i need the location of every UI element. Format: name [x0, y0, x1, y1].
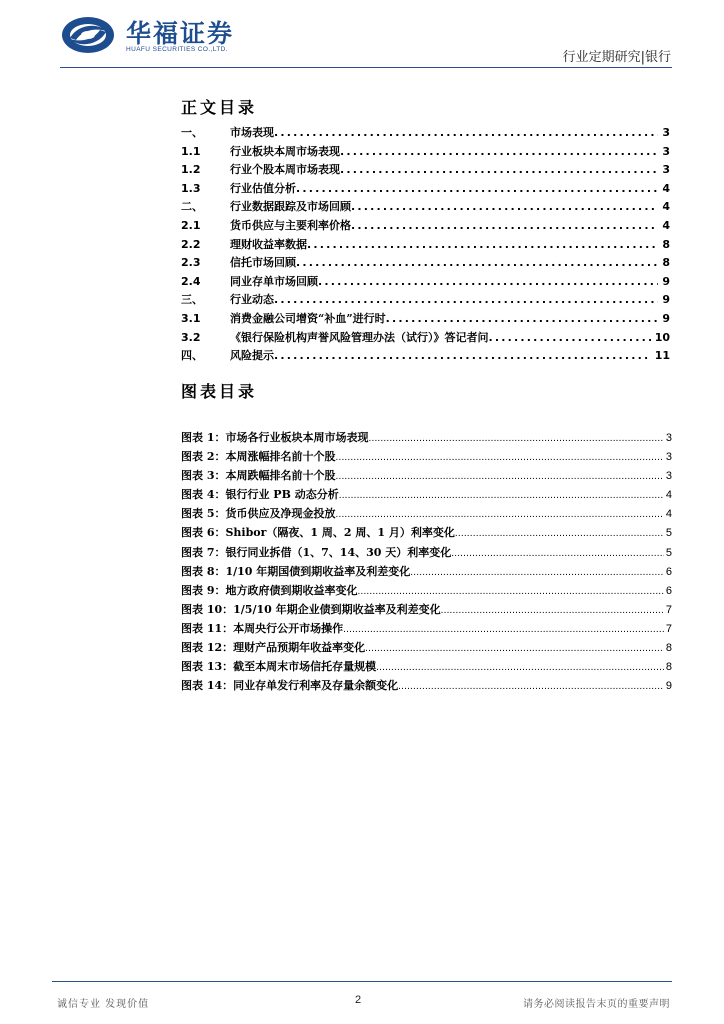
- figure-entry-title: 图表 12：理财产品预期年收益率变化: [181, 641, 366, 655]
- toc-entry[interactable]: [181, 143, 670, 162]
- figure-leader-dots: [365, 639, 664, 658]
- figure-entry-title: 图表 13：截至本周末市场信托存量规模: [181, 660, 377, 674]
- brand-name-en: HUAFU SECURITIES CO.,LTD.: [126, 46, 228, 53]
- figure-entry[interactable]: [181, 485, 672, 504]
- figure-entry-title: 图表 7：银行同业拆借（1、7、14、30 天）利率变化: [181, 545, 452, 559]
- toc-entry-page: 9: [662, 311, 670, 325]
- figure-entry-page: 4: [665, 508, 672, 521]
- toc-entry[interactable]: [181, 273, 670, 292]
- figure-entry[interactable]: [181, 447, 672, 466]
- toc-entry-title: 风险提示: [230, 349, 274, 363]
- toc-leader-dots: [386, 310, 659, 329]
- figure-entry-page: 9: [665, 680, 672, 693]
- figure-entry-title: 图表 6：Shibor（隔夜、1 周、2 周、1 月）利率变化: [181, 526, 455, 540]
- toc-entry-number: 2.3: [181, 256, 201, 270]
- toc-entry[interactable]: [181, 254, 670, 273]
- figure-leader-dots: [451, 544, 664, 563]
- figure-entry-page: 3: [665, 470, 672, 483]
- figure-entry[interactable]: [181, 676, 672, 695]
- toc-entry-title: 行业动态: [230, 293, 274, 307]
- figure-entry[interactable]: [181, 466, 672, 485]
- figure-leader-dots: [455, 524, 664, 543]
- toc-entry-title: 同业存单市场回顾: [230, 274, 318, 288]
- toc-entry-page: 8: [662, 256, 670, 270]
- figure-entry-page: 3: [665, 451, 672, 464]
- figure-leader-dots: [335, 467, 663, 486]
- toc-leader-dots: [274, 124, 658, 143]
- figure-entry-title: 图表 5：货币供应及净现金投放: [181, 507, 336, 521]
- toc-entry-page: 9: [662, 293, 670, 307]
- figure-entry-page: 4: [665, 489, 672, 502]
- figure-entry-page: 3: [665, 432, 672, 444]
- toc-entry-title: 行业数据跟踪及市场回顾: [230, 200, 351, 214]
- toc-leader-dots: [351, 217, 658, 236]
- toc-entry[interactable]: [181, 180, 670, 199]
- figure-entry[interactable]: [181, 428, 672, 447]
- figure-leader-dots: [398, 677, 664, 696]
- toc-entry-number: 2.1: [181, 218, 201, 232]
- toc-leader-dots: [351, 198, 658, 217]
- figure-leader-dots: [357, 582, 663, 601]
- toc-leader-dots: [340, 161, 658, 180]
- figure-entry-page: 8: [665, 642, 672, 655]
- figure-entry-title: 图表 2：本周涨幅排名前十个股: [181, 450, 336, 464]
- footer-slogan: 诚信专业 发现价值: [57, 999, 150, 1010]
- toc-entry-number: 一、: [181, 126, 203, 139]
- figure-entry[interactable]: [181, 523, 672, 542]
- toc-entry-title: 信托市场回顾: [230, 256, 296, 270]
- toc-entry-page: 4: [662, 200, 670, 214]
- toc-entry-page: 3: [662, 126, 670, 139]
- footer-divider: [52, 981, 672, 982]
- figure-entry[interactable]: [181, 504, 672, 523]
- toc-list: [181, 124, 670, 366]
- toc-entry[interactable]: [181, 310, 670, 329]
- toc-entry[interactable]: [181, 329, 670, 348]
- toc-entry-number: 1.3: [181, 181, 201, 195]
- toc-entry[interactable]: [181, 198, 670, 217]
- toc-entry-page: 4: [662, 218, 670, 232]
- figure-list-heading: 图表目录: [181, 382, 258, 401]
- figure-entry-title: 图表 3：本周跌幅排名前十个股: [181, 469, 336, 483]
- toc-leader-dots: [274, 347, 651, 366]
- brand-name-cn: 华福证券: [126, 19, 235, 48]
- toc-entry-number: 1.2: [181, 163, 201, 177]
- figure-entry-title: 图表 9：地方政府债到期收益率变化: [181, 583, 358, 597]
- toc-leader-dots: [296, 180, 658, 199]
- toc-entry[interactable]: [181, 161, 670, 180]
- company-logo: [60, 14, 250, 58]
- toc-entry-number: 四、: [181, 349, 203, 363]
- figure-entry-title: 图表 8：1/10 年期国债到期收益率及利差变化: [181, 564, 411, 578]
- page-header: [0, 0, 724, 70]
- toc-entry-title: 市场表现: [230, 126, 274, 139]
- figure-entry-page: 6: [665, 584, 672, 597]
- logo-swirl-icon: [60, 14, 116, 56]
- toc-entry-title: 《银行保险机构声誉风险管理办法（试行）》答记者问: [230, 330, 489, 344]
- toc-leader-dots: [489, 329, 651, 348]
- figure-entry-title: 图表 4：银行行业 PB 动态分析: [181, 488, 339, 502]
- figure-leader-dots: [335, 505, 663, 524]
- toc-entry[interactable]: [181, 236, 670, 255]
- figure-entry[interactable]: [181, 600, 672, 619]
- figure-leader-dots: [335, 448, 663, 467]
- figure-leader-dots: [441, 601, 664, 620]
- toc-entry-number: 2.4: [181, 274, 201, 288]
- toc-entry[interactable]: [181, 347, 670, 366]
- figure-entry-title: 图表 11：本周央行公开市场操作: [181, 621, 344, 635]
- toc-entry-number: 1.1: [181, 144, 201, 158]
- toc-entry-number: 2.2: [181, 237, 201, 251]
- toc-entry-page: 4: [662, 181, 670, 195]
- header-divider: [60, 67, 672, 68]
- figure-entry-page: 6: [665, 565, 672, 578]
- figure-entry[interactable]: [181, 638, 672, 657]
- toc-entry-title: 货币供应与主要利率价格: [230, 218, 351, 232]
- toc-entry-number: 二、: [181, 200, 203, 214]
- toc-entry-page: 8: [662, 237, 670, 251]
- toc-entry-number: 3.1: [181, 311, 201, 325]
- figure-leader-dots: [339, 486, 664, 505]
- figure-entry-page: 5: [665, 527, 672, 540]
- figure-leader-dots: [368, 429, 663, 448]
- toc-entry-number: 三、: [181, 293, 203, 307]
- toc-entry-page: 9: [662, 274, 670, 288]
- figure-entry-page: 7: [665, 622, 672, 635]
- toc-leader-dots: [318, 273, 658, 292]
- figure-leader-dots: [410, 563, 664, 582]
- toc-heading: 正文目录: [181, 98, 258, 117]
- figure-entry-title: 图表 10：1/5/10 年期企业债到期收益率及利差变化: [181, 602, 441, 616]
- toc-entry-page: 10: [654, 330, 670, 344]
- toc-entry-title: 行业个股本周市场表现: [230, 163, 340, 177]
- toc-entry-title: 理财收益率数据: [230, 237, 307, 251]
- figure-leader-dots: [376, 658, 664, 677]
- figure-entry-page: 5: [665, 546, 672, 559]
- figure-entry-page: 7: [665, 603, 672, 616]
- toc-entry[interactable]: [181, 217, 670, 236]
- figure-entry-page: 8: [665, 661, 672, 674]
- figure-entry[interactable]: [181, 657, 672, 676]
- toc-entry-page: 11: [654, 349, 670, 363]
- figure-list: [181, 428, 672, 695]
- toc-leader-dots: [307, 236, 658, 255]
- toc-leader-dots: [296, 254, 658, 273]
- toc-entry-title: 消费金融公司增资“补血”进行时: [230, 311, 386, 325]
- toc-entry-page: 3: [662, 163, 670, 177]
- toc-entry-title: 行业估值分析: [230, 181, 296, 195]
- figure-entry[interactable]: [181, 619, 672, 638]
- report-type: 行业定期研究|银行: [562, 50, 671, 65]
- toc-leader-dots: [340, 143, 658, 162]
- toc-entry-number: 3.2: [181, 330, 201, 344]
- figure-entry[interactable]: [181, 543, 672, 562]
- toc-entry-title: 行业板块本周市场表现: [230, 144, 340, 158]
- figure-entry[interactable]: [181, 562, 672, 581]
- page-number: 2: [355, 994, 362, 1006]
- toc-entry-page: 3: [662, 144, 670, 158]
- toc-leader-dots: [274, 291, 658, 310]
- figure-entry-title: 图表 1：市场各行业板块本周市场表现: [181, 431, 369, 444]
- footer-disclaimer: 请务必阅读报告末页的重要声明: [523, 999, 670, 1010]
- toc-entry[interactable]: [181, 291, 670, 310]
- figure-entry-title: 图表 14：同业存单发行利率及存量余额变化: [181, 679, 399, 693]
- figure-leader-dots: [343, 620, 664, 639]
- figure-entry[interactable]: [181, 581, 672, 600]
- toc-entry[interactable]: [181, 124, 670, 143]
